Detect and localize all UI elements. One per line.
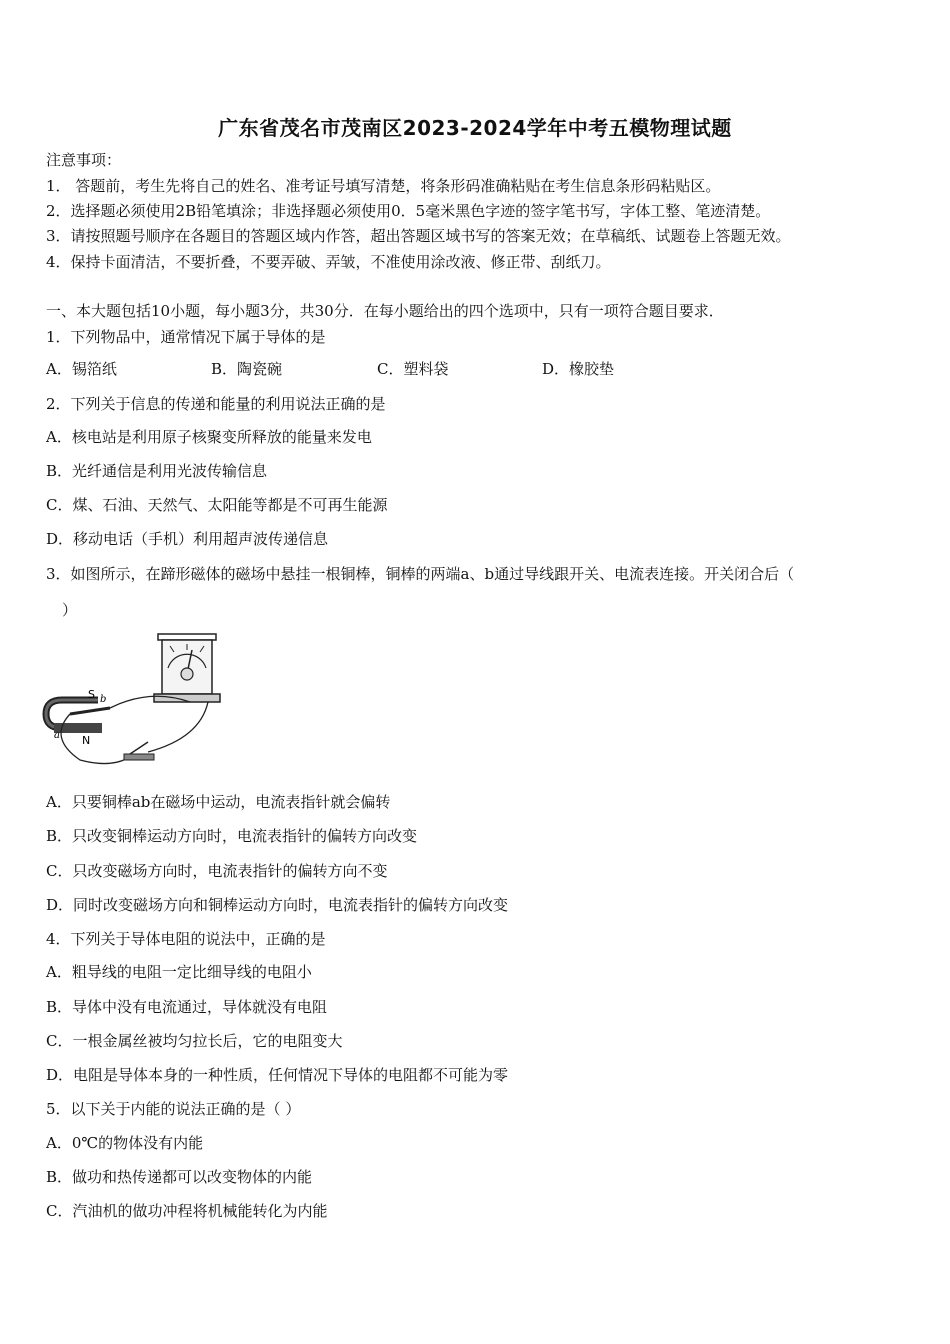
question-stem: 1．下列物品中，通常情况下属于导体的是 — [46, 328, 326, 346]
question-stem: 2．下列关于信息的传递和能量的利用说法正确的是 — [46, 395, 386, 413]
question-stem-continued: ） — [62, 601, 78, 619]
option-d: D．移动电话（手机）利用超声波传递信息 — [46, 530, 329, 548]
option-a: A．锡箔纸 — [46, 360, 117, 378]
label-s: S — [88, 688, 95, 701]
option-b: B．导体中没有电流通过，导体就没有电阻 — [46, 998, 328, 1016]
option-a: A．只要铜棒ab在磁场中运动，电流表指针就会偏转 — [46, 793, 391, 811]
page-title: 广东省茂名市茂南区2023-2024学年中考五模物理试题 — [218, 116, 732, 140]
magnet-circuit-figure — [40, 628, 230, 776]
section-heading: 一、本大题包括10小题，每小题3分，共30分．在每小题给出的四个选项中，只有一项符合题目要求． — [46, 302, 724, 320]
option-b: B．做功和热传递都可以改变物体的内能 — [46, 1168, 313, 1186]
question-stem: 5．以下关于内能的说法正确的是（ ） — [46, 1100, 301, 1118]
notice-item: 4．保持卡面清洁，不要折叠，不要弄破、弄皱，不准使用涂改液、修正带、刮纸刀。 — [46, 253, 611, 271]
option-b: B．光纤通信是利用光波传输信息 — [46, 462, 268, 480]
option-d: D．同时改变磁场方向和铜棒运动方向时，电流表指针的偏转方向改变 — [46, 896, 509, 914]
option-d: D．橡胶垫 — [542, 360, 615, 378]
notice-item: 2．选择题必须使用2B铅笔填涂；非选择题必须使用0．5毫米黑色字迹的签字笔书写，字体工整、笔迹清楚。 — [46, 202, 771, 220]
label-a: a — [54, 730, 60, 741]
option-c: C．一根金属丝被均匀拉长后，它的电阻变大 — [46, 1032, 343, 1050]
option-d: D．电阻是导体本身的一种性质，任何情况下导体的电阻都不可能为零 — [46, 1066, 509, 1084]
question-stem: 3．如图所示，在蹄形磁体的磁场中悬挂一根铜棒，铜棒的两端a、b通过导线跟开关、电流表连接。开关闭合后（ — [46, 565, 795, 583]
notice-heading: 注意事项： — [46, 151, 122, 169]
option-c: C．塑料袋 — [377, 360, 449, 378]
option-c: C．汽油机的做功冲程将机械能转化为内能 — [46, 1202, 328, 1220]
option-b: B．陶瓷碗 — [211, 360, 283, 378]
notice-item: 3．请按照题号顺序在各题目的答题区域内作答，超出答题区域书写的答案无效；在草稿纸、试题卷上答题无效。 — [46, 227, 791, 245]
option-a: A．粗导线的电阻一定比细导线的电阻小 — [46, 963, 312, 981]
label-b: b — [100, 694, 107, 705]
option-a: A．0℃的物体没有内能 — [46, 1134, 204, 1152]
option-c: C．煤、石油、天然气、太阳能等都是不可再生能源 — [46, 496, 388, 514]
notice-item: 1． 答题前，考生先将自己的姓名、准考证号填写清楚，将条形码准确粘贴在考生信息条形码粘贴区。 — [46, 177, 721, 195]
option-c: C．只改变磁场方向时，电流表指针的偏转方向不变 — [46, 862, 388, 880]
question-stem: 4．下列关于导体电阻的说法中，正确的是 — [46, 930, 326, 948]
label-n: N — [82, 734, 91, 747]
option-b: B．只改变铜棒运动方向时，电流表指针的偏转方向改变 — [46, 827, 418, 845]
option-a: A．核电站是利用原子核聚变所释放的能量来发电 — [46, 428, 372, 446]
